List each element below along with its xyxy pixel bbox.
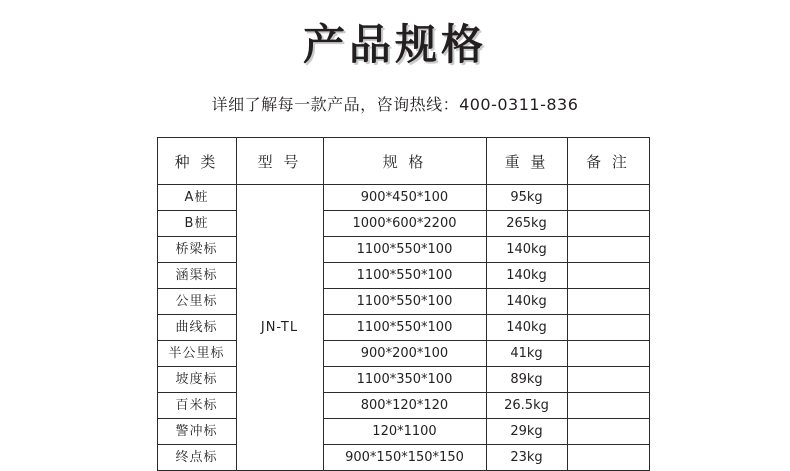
cell-weight: 26.5kg <box>486 393 567 419</box>
table-row <box>157 237 649 263</box>
cell-spec: 1100*550*100 <box>323 237 486 263</box>
table-row <box>157 367 649 393</box>
column-header-category: 种 类 <box>157 138 236 185</box>
spec-table-wrapper <box>157 137 634 471</box>
cell-spec: 1100*550*100 <box>323 263 486 289</box>
cell-category: B桩 <box>157 211 236 237</box>
cell-weight: 23kg <box>486 445 567 471</box>
spec-table-body <box>157 185 649 471</box>
cell-weight: 140kg <box>486 289 567 315</box>
cell-model: JN-TL <box>236 185 323 471</box>
cell-spec: 1000*600*2200 <box>323 211 486 237</box>
cell-spec: 120*1100 <box>323 419 486 445</box>
cell-spec: 900*200*100 <box>323 341 486 367</box>
cell-weight: 95kg <box>486 185 567 211</box>
cell-remark <box>567 445 649 471</box>
table-row <box>157 185 649 211</box>
table-row <box>157 445 649 471</box>
cell-weight: 29kg <box>486 419 567 445</box>
cell-remark <box>567 341 649 367</box>
page-title: 产品规格 <box>302 20 487 69</box>
table-row <box>157 341 649 367</box>
table-row <box>157 393 649 419</box>
cell-category: 终点标 <box>157 445 236 471</box>
column-header-weight: 重 量 <box>486 138 567 185</box>
cell-spec: 800*120*120 <box>323 393 486 419</box>
cell-spec: 900*150*150*150 <box>323 445 486 471</box>
cell-spec: 1100*550*100 <box>323 315 486 341</box>
cell-category: 曲线标 <box>157 315 236 341</box>
cell-category: 半公里标 <box>157 341 236 367</box>
spec-table <box>157 137 650 471</box>
cell-weight: 265kg <box>486 211 567 237</box>
table-row <box>157 419 649 445</box>
column-header-remark: 备 注 <box>567 138 649 185</box>
cell-remark <box>567 237 649 263</box>
cell-remark <box>567 393 649 419</box>
cell-category: 公里标 <box>157 289 236 315</box>
cell-spec: 1100*550*100 <box>323 289 486 315</box>
column-header-model: 型 号 <box>236 138 323 185</box>
cell-category: 警冲标 <box>157 419 236 445</box>
cell-weight: 140kg <box>486 237 567 263</box>
cell-category: 坡度标 <box>157 367 236 393</box>
cell-spec: 900*450*100 <box>323 185 486 211</box>
table-header-row <box>157 138 649 185</box>
cell-remark <box>567 367 649 393</box>
cell-weight: 140kg <box>486 315 567 341</box>
cell-remark <box>567 419 649 445</box>
cell-weight: 89kg <box>486 367 567 393</box>
cell-remark <box>567 263 649 289</box>
cell-remark <box>567 289 649 315</box>
cell-category: 涵渠标 <box>157 263 236 289</box>
column-header-spec: 规 格 <box>323 138 486 185</box>
cell-spec: 1100*350*100 <box>323 367 486 393</box>
cell-remark <box>567 185 649 211</box>
table-row <box>157 315 649 341</box>
table-row <box>157 211 649 237</box>
cell-weight: 140kg <box>486 263 567 289</box>
cell-weight: 41kg <box>486 341 567 367</box>
table-row <box>157 263 649 289</box>
cell-category: A桩 <box>157 185 236 211</box>
spec-table-head <box>157 138 649 185</box>
cell-category: 百米标 <box>157 393 236 419</box>
cell-remark <box>567 211 649 237</box>
cell-remark <box>567 315 649 341</box>
page-subtitle: 详细了解每一款产品，咨询热线：400-0311-836 <box>211 95 579 115</box>
table-row <box>157 289 649 315</box>
cell-category: 桥梁标 <box>157 237 236 263</box>
